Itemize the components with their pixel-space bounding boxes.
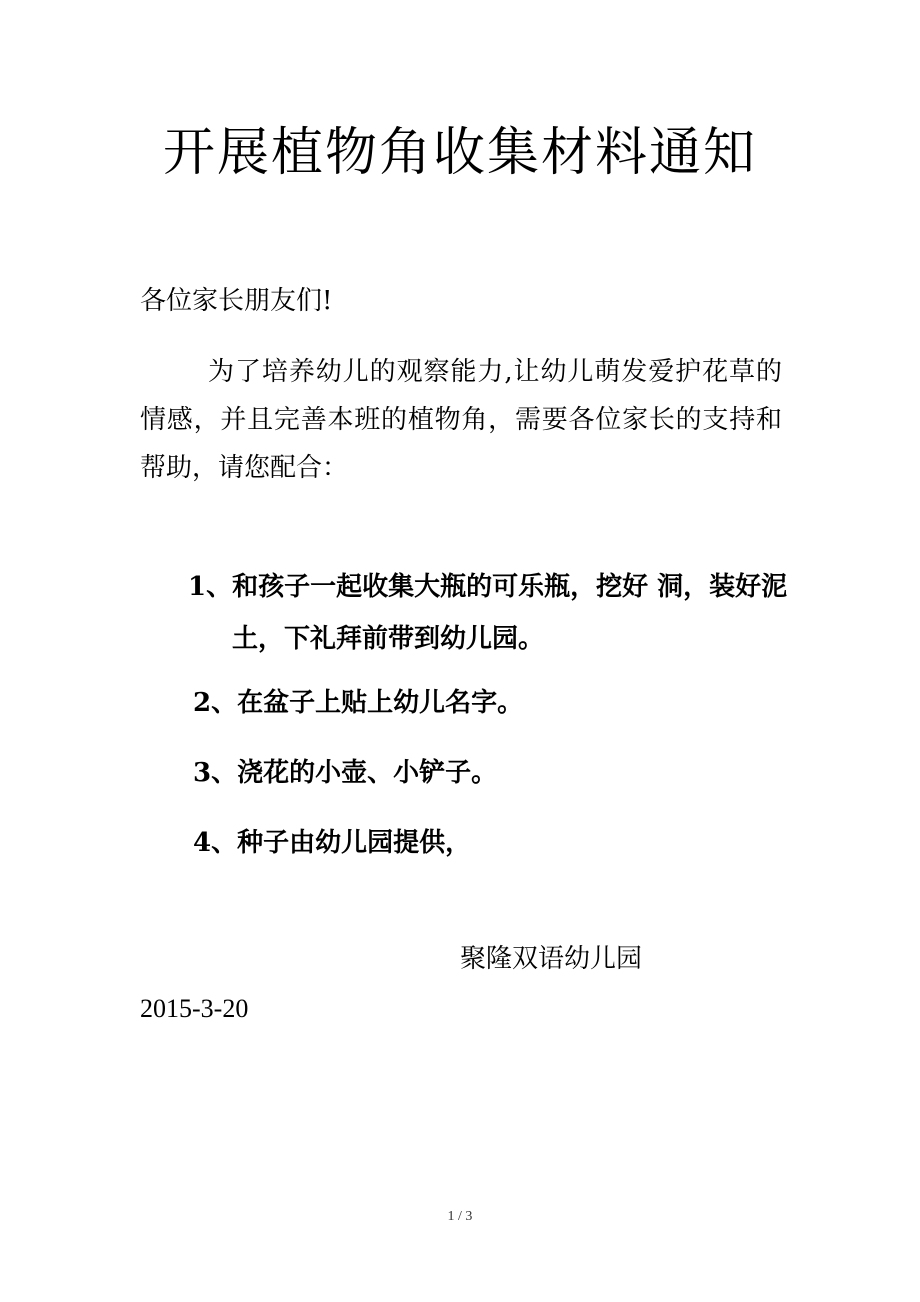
signature: 聚隆双语幼儿园 [460,944,643,974]
list-item: 4、种子由幼儿园提供， [193,828,472,858]
document-title: 开展植物角收集材料通知 [162,123,757,183]
list-item: 2、在盆子上贴上幼儿名字。 [193,688,524,718]
list-item: 3、浇花的小壶、小铲子。 [193,758,498,788]
greeting: 各位家长朋友们! [140,286,333,316]
list-item: 1、和孩子一起收集大瓶的可乐瓶，挖好 洞，装好泥土，下礼拜前带到幼儿园。 [188,572,788,654]
page-number: 1 / 3 [447,1209,473,1224]
date: 2015-3-20 [140,994,249,1023]
intro-paragraph: 为了培养幼儿的观察能力,让幼儿萌发爱护花草的情感，并且完善本班的植物角，需要各位家长的支持和帮助，请您配合： [140,357,782,483]
